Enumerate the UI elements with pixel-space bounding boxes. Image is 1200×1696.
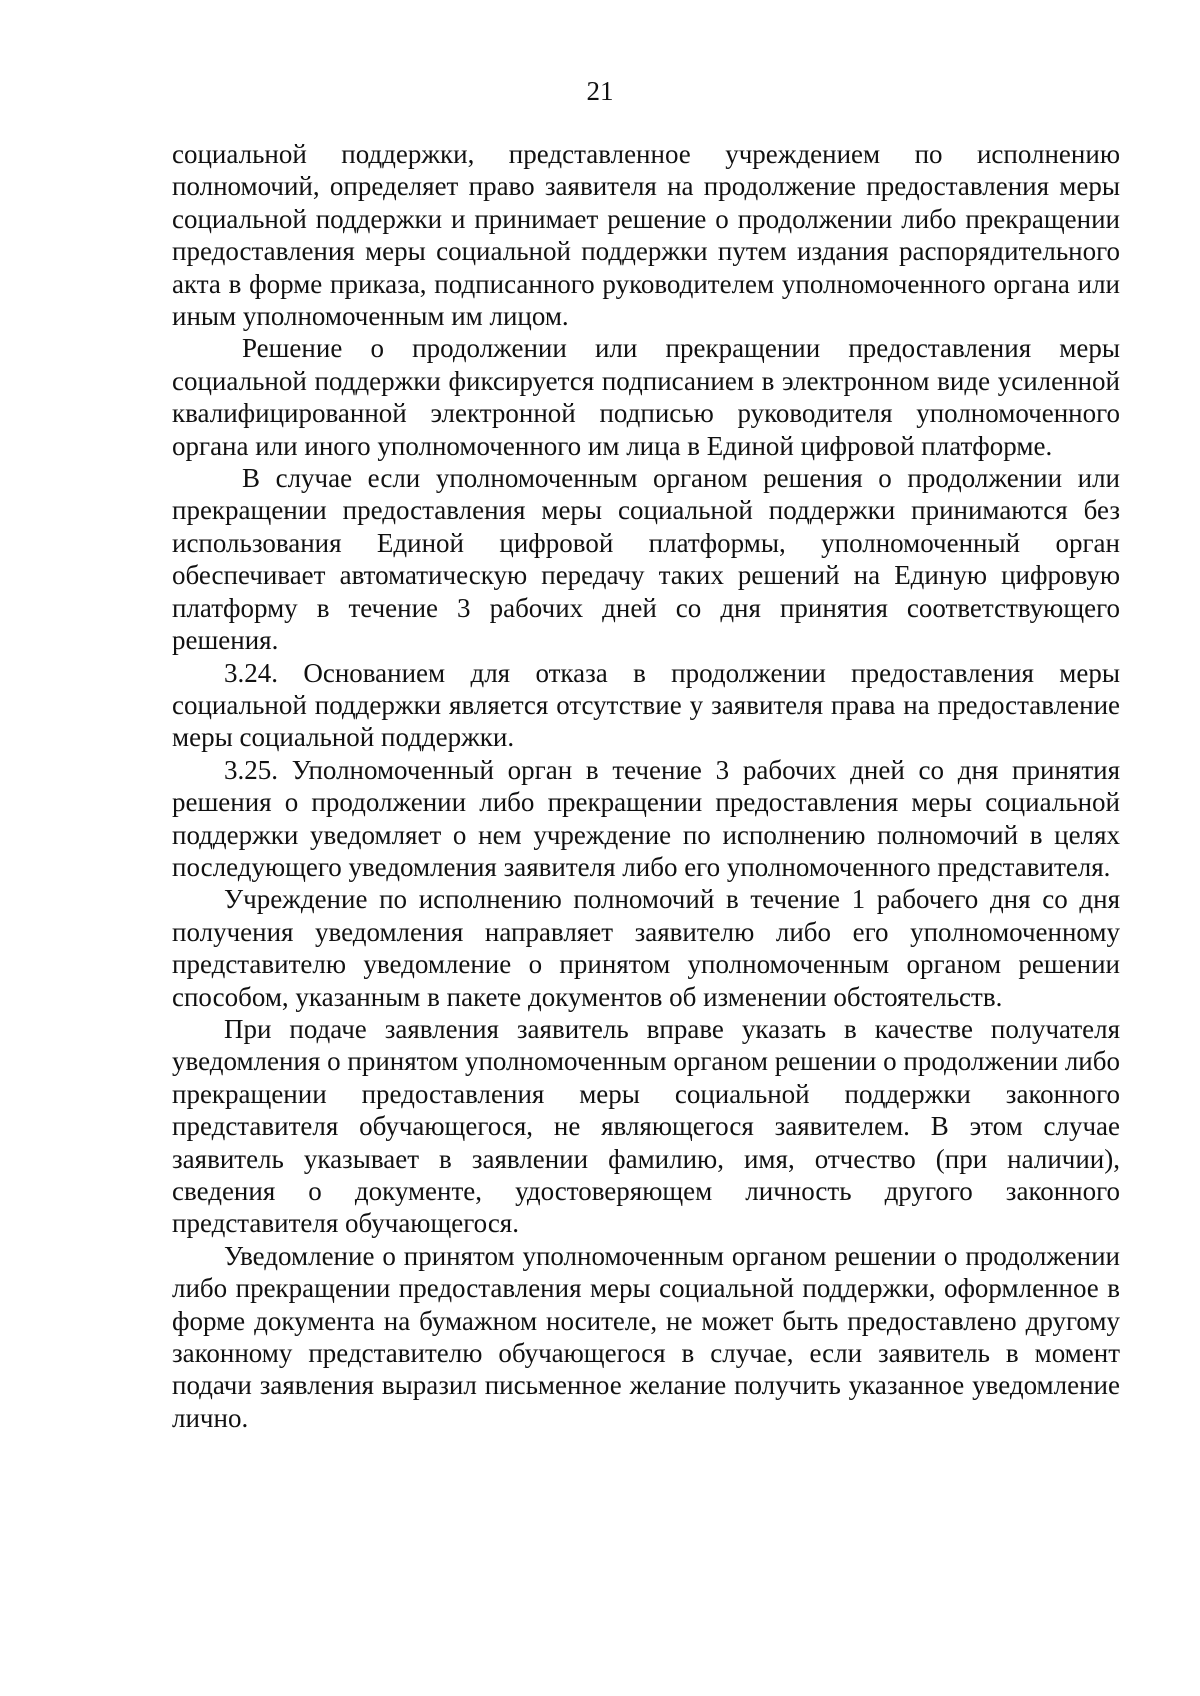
paragraph-decision-transfer: В случае если уполномоченным органом решения о продолжении или прекращении предоставления меры социальной поддержки принимаются без использования Единой цифровой платформы, уполномоченный орган обеспечивает автоматическую передачу таких решений на Единую цифровую платформу в течение 3 рабочих дней со дня принятия соответствующего решения.	[172, 463, 1120, 656]
paragraph-3-25: 3.25. Уполномоченный орган в течение 3 рабочих дней со дня принятия решения о продолжении либо прекращении предоставления меры социальной поддержки уведомляет о нем учреждение по исполнению полномочий в целях последующего уведомления заявителя либо его уполномоченного представителя.	[172, 754, 1120, 882]
paragraph-paper-notice: Уведомление о принятом уполномоченным органом решении о продолжении либо прекращении предоставления меры социальной поддержки, оформленное в форме документа на бумажном носителе, не может быть предоставлено другому законному представителю обучающегося в случае, если заявитель в момент подачи заявления выразил письменное желание получить указанное уведомление лично.	[172, 1240, 1120, 1433]
paragraph-decision-signing: Решение о продолжении или прекращении предоставления меры социальной поддержки фиксируется подписанием в электронном виде усиленной квалифицированной электронной подписью руководителя уполномоченного органа или иного уполномоченного им лица в Единой цифровой платформе.	[172, 333, 1120, 461]
paragraph-3-24: 3.24. Основанием для отказа в продолжении предоставления меры социальной поддержки является отсутствие у заявителя права на предоставление меры социальной поддержки.	[172, 657, 1120, 753]
paragraph-continuation: социальной поддержки, представленное учреждением по исполнению полномочий, определяет право заявителя на продолжение предоставления меры социальной поддержки и принимает решение о продолжении либо прекращении предоставления меры социальной поддержки путем издания распорядительного акта в форме приказа, подписанного руководителем уполномоченного органа или иным уполномоченным им лицом.	[172, 139, 1120, 332]
document-body	[172, 138, 1120, 1434]
paragraph-recipient-choice: При подаче заявления заявитель вправе указать в качестве получателя уведомления о принятом уполномоченным органом решении о продолжении либо прекращении предоставления меры социальной поддержки законного представителя обучающегося, не являющегося заявителем. В этом случае заявитель указывает в заявлении фамилию, имя, отчество (при наличии), сведения о документе, удостоверяющем личность другого законного представителя обучающегося.	[172, 1013, 1120, 1239]
page-number: 21	[586, 76, 614, 106]
paragraph-institution-notice: Учреждение по исполнению полномочий в течение 1 рабочего дня со дня получения уведомления направляет заявителю либо его уполномоченному представителю уведомление о принятом уполномоченным органом решении способом, указанным в пакете документов об изменении обстоятельств.	[172, 884, 1120, 1012]
